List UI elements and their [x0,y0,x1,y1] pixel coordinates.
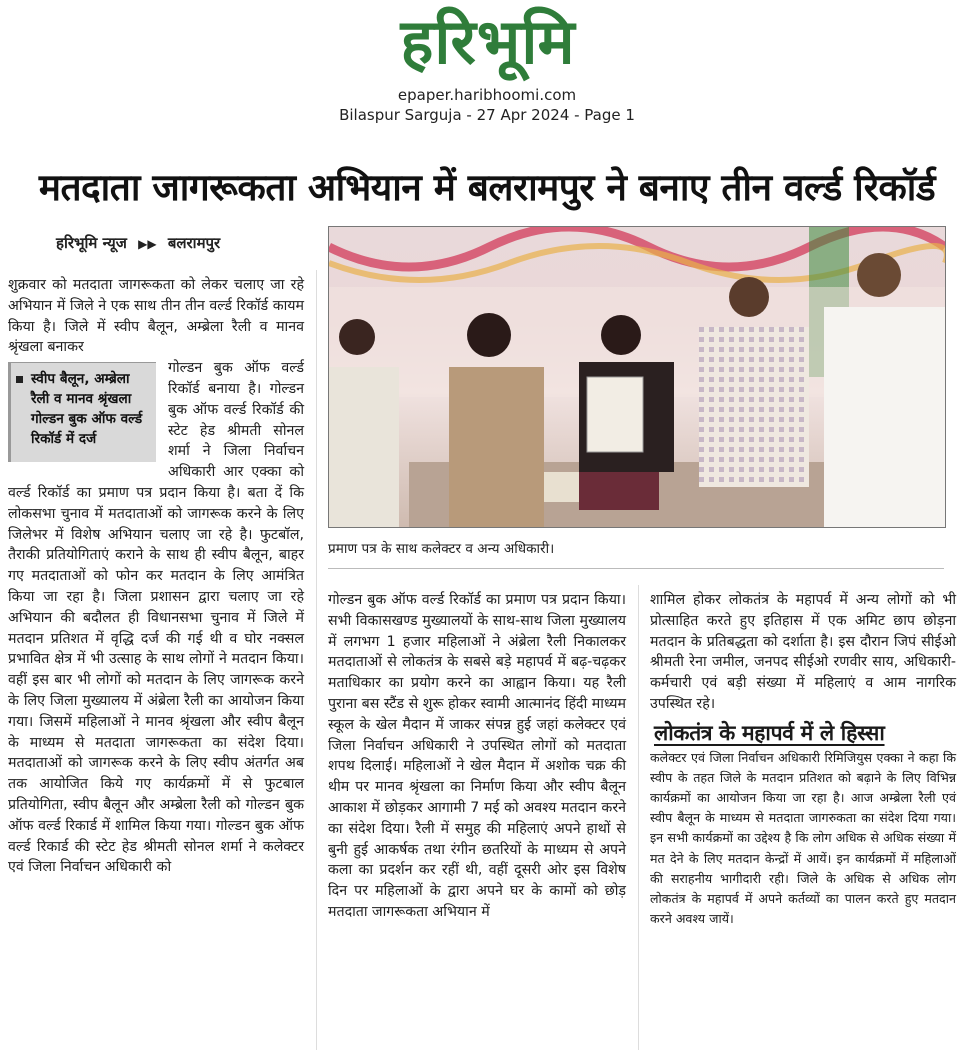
highlight-text: स्वीप बैलून, अम्ब्रेला रैली व मानव श्रृंखला गोल्डन बुक ऑफ वर्ल्ड रिकॉर्ड में दर्ज [31,371,143,448]
article-headline: मतदाता जागरूकता अभियान में बलरामपुर ने बनाए तीन वर्ल्ड रिकॉर्ड [38,166,936,209]
article-photo [328,226,946,528]
highlight-box [8,362,156,462]
edition-line: Bilaspur Sarguja - 27 Apr 2024 - Page 1 [339,106,635,124]
article-column-3 [650,590,956,929]
article-column-1 [8,275,304,878]
column-divider [316,270,317,1050]
fast-forward-icon: ▶▶ [138,237,157,251]
body-paragraph-4: कलेक्टर एवं जिला निर्वाचन अधिकारी रिमिजियुस एक्का ने कहा कि स्वीप के तहत जिले के मतदान प्रतिशत को बढ़ाने के लिए विभिन्न कार्यक्रमों का आयोजन किया जा रहा है। आज अम्ब्रेला रैली एवं स्वीप बैलून के माध्यम से मतदाता जागरुकता का संदेश दिया गया। इन सभी कार्यक्रमों का उद्देश्य है कि लोग अधिक से अधिक संख्या में मत देने के लिए मतदान केन्द्रों में आयें। इन कार्यक्रमों में महिलाओं की सराहनीय भागीदारी रही। जिले के अधिक से अधिक लोग लोकतंत्र के महापर्व में अपने कर्तव्यों का पालन करते हुए मतदान करने अवश्य जायें। [650,749,956,927]
epaper-site-url[interactable]: epaper.haribhoomi.com [397,86,577,104]
byline-place: बलरामपुर [167,234,221,252]
body-paragraph-3: शामिल होकर लोकतंत्र के महापर्व में अन्य लोगों को भी प्रोत्साहित करते हुए इतिहास में एक अमिट छाप छोड़ना मतदान के प्रतिबद्धता को दर्शाता है। इस दौरान जिपं सीईओ श्रीमती रेना जमील, जनपद सीईओ रणवीर साय, अधिकारी-कर्मचारी एवं बड़ी संख्या में महिलाएं व आम नागरिक उपस्थित रहे। [650,592,956,712]
body-paragraph-2: गोल्डन बुक ऑफ वर्ल्ड रिकॉर्ड का प्रमाण पत्र प्रदान किया। सभी विकासखण्ड मुख्यालयों के साथ-साथ जिला मुख्यालय में लगभग 1 हजार महिलाओं ने अंब्रेला रैली निकालकर मतदाताओं से लोकतंत्र के सबसे बड़े महापर्व में बढ़-चढ़कर मताधिकार का प्रयोग करने का आह्वान किया। यह रैली पुराना बस स्टैंड से शुरू होकर स्वामी आत्मानंद हिंदी माध्यम स्कूल के खेल मैदान में जाकर संपन्न हुई जहां कलेक्टर एवं जिला निर्वाचन अधिकारी ने उपस्थित लोगों को मतदाता शपथ दिलाई। महिलाओं ने खेल मैदान में अशोक चक्र की थीम पर मानव श्रृंखला का निर्माण किया और स्वीप बैलून आकाश में छोड़कर आगामी 7 मई को अवश्य मतदान करने का संदेश दिया। रैली में समुह की महिलाएं अपने हाथों से बुनी हुई आकर्षक तथा रंगीन छतरियों के माध्यम से अपने कला का प्रदर्शन कर रहीं थी, वहीं दूसरी ओर इस विशेष दिन पर महिलाओं के द्वारा अपने घर के कामों को छोड़ मतदाता जागरूकता अभियान में [328,592,626,920]
bullet-square-icon [16,376,23,383]
newspaper-logo: हरिभूमि [400,5,576,78]
article-column-2 [328,590,626,923]
intro-paragraph: शुक्रवार को मतदाता जागरूकता को लेकर चलाए जा रहे अभियान में जिले ने एक साथ तीन तीन वर्ल्ड रिकॉर्ड कायम किया है। जिले में स्वीप बैलून, अम्ब्रेला रैली व मानव श्रृंखला बनाकर [8,277,304,356]
masthead [0,0,974,132]
section-subheading: लोकतंत्र के महापर्व में ले हिस्सा [654,720,885,745]
photo-caption: प्रमाण पत्र के साथ कलेक्टर व अन्य अधिकारी। [328,530,944,569]
byline-source: हरिभूमि न्यूज [56,234,127,252]
officials-with-certificate-image [329,227,945,527]
column-divider [638,585,639,1050]
byline [56,233,220,253]
body-paragraph-1: गोल्डन बुक ऑफ वर्ल्ड रिकॉर्ड बनाया है। गोल्डन बुक ऑफ वर्ल्ड रिकॉर्ड की स्टेट हेड श्रीमती सोनल शर्मा ने जिला निर्वाचन अधिकारी आर एक्का को वर्ल्ड रिकॉर्ड का प्रमाण पत्र प्रदान किया है। बता दें कि लोकसभा चुनाव में मतदाताओं को जागरूक करने के लिए जिलेभर में विशेष अभियान चलाए जा रहे है। फुटबॉल, तैराकी प्रतियोगिताएं कराने के साथ ही स्वीप बैलून, बाहर गए मतदाताओं को फोन कर मतदान के लिए आमंत्रित किया जा रहा है। जिला प्रशासन द्वारा चलाए जा रहे अभियान की बदौलत ही विधानसभा चुनाव में जिले में मतदान प्रतिशत में वृद्धि दर्ज की गई थी व घोर नक्सल प्रभावित क्षेत्र में भी उत्साह के साथ लोगों ने मतदान किया। वहीं इस बार भी लोगों को मतदान के लिए जागरूक करने के लिए जिला मुख्यालय में अंब्रेला रैली का आयोजन किया गया। जिसमें महिलाओं ने मानव श्रृंखला और स्वीप बैलून के माध्यम से मतदाता जागरूकता का संदेश दिया। मतदाताओं को जागरूक करने के लिए स्वीप अंतर्गत अब तक आयोजित किये गए कार्यक्रमों में से फुटबाल प्रतियोगिता, स्वीप बैलून और अम्ब्रेला रैली को गोल्डन बुक ऑफ वर्ल्ड रिकार्ड में शामिल किया गया। गोल्डन बुक ऑफ वर्ल्ड रिकार्ड की स्टेट हेड श्रीमती सोनल शर्मा ने कलेक्टर एवं जिला निर्वाचन अधिकारी को [8,360,304,876]
